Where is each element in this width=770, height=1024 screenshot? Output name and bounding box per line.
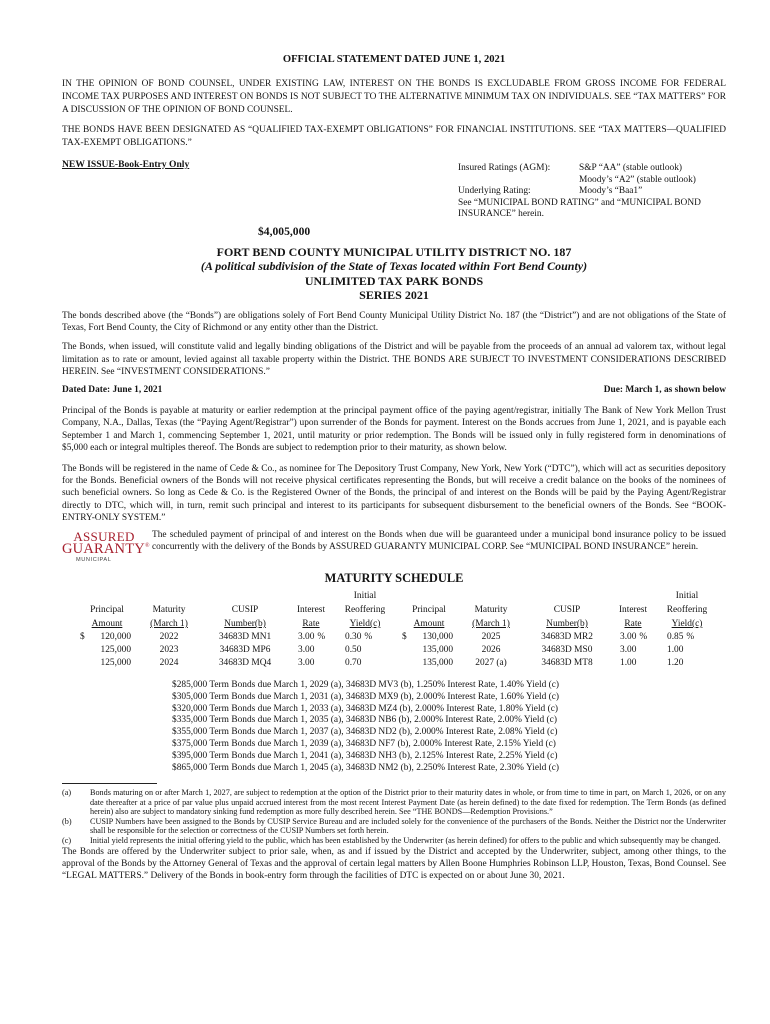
principal-payment-paragraph: Principal of the Bonds is payable at maturity or earlier redemption at the principal payment office of the paying agent/registrar, initially The Bank of New York Mellon Trust Company, N.A., Dallas, Texas (the “Paying Agent/Registrar”) upon surrender of the Bonds for payment. Interest on the Bonds accrues from June 1, 2021, and is payable each September 1 and March 1, commencing September 1, 2021, until maturity or prior redemption. The Bonds will be issued only in fully registered form in denominations of $5,000 each or integral multiples thereof. The Bonds are subject to redemption prior to their maturity, as shown below. <box>62 406 726 453</box>
table-header-cell: (March 1) <box>150 619 188 629</box>
yield-cell: 0.30 % <box>345 632 373 642</box>
issuer-subtitle: (A political subdivision of the State of Texas located within Fort Bend County) <box>200 259 588 274</box>
principal-amount-cell: 135,000 <box>422 644 453 655</box>
maturity-cell: 2026 <box>481 644 501 655</box>
table-header-cell <box>202 589 288 603</box>
maturity-cell: 2023 <box>159 644 179 655</box>
footnotes <box>62 788 726 846</box>
footnote <box>62 817 726 836</box>
yield-cell: 1.20 <box>667 657 684 668</box>
interest-rate-cell: 3.00 <box>298 657 315 668</box>
table-header-cell: Principal <box>412 605 446 615</box>
bonds-validity-paragraph: The Bonds, when issued, will constitute valid and legally binding obligations of the District and will be payable from the proceeds of an annual ad valorem tax, without legal limitation as to rate or amount, levied against all taxable property within the District. THE BONDS ARE SUBJECT TO INVESTMENT CONSIDERATIONS DESCRIBED HEREIN. See “INVESTMENT CONSIDERATIONS.” <box>62 342 726 377</box>
maturity-cell: 2022 <box>159 632 179 642</box>
table-header-cell: Interest <box>296 605 326 615</box>
table-header-cell: Number(b) <box>546 619 588 629</box>
table-header-row <box>78 603 726 617</box>
table-header-cell <box>288 589 334 603</box>
table-header-cell: Maturity <box>152 605 186 615</box>
dates-row <box>62 384 726 396</box>
footnote <box>62 788 726 817</box>
rating-value: S&P “AA” (stable outlook) <box>579 162 683 173</box>
table-row <box>78 631 726 644</box>
footnote-marker: (a) <box>62 787 72 797</box>
intro-section <box>62 78 726 150</box>
payment-section <box>62 405 726 524</box>
issuer-name: FORT BEND COUNTY MUNICIPAL UTILITY DISTRICT NO. 187 <box>216 244 572 259</box>
table-header-cell: Amount <box>413 619 445 629</box>
table-header-row <box>78 589 726 603</box>
table-header-cell: Yield(c) <box>349 619 381 629</box>
rating-label: Insured Ratings (AGM): <box>458 162 551 173</box>
table-header-cell <box>136 589 202 603</box>
cusip-cell: 34683D MS0 <box>541 644 593 655</box>
table-header-cell <box>400 589 458 603</box>
interest-rate-cell: 3.00 % <box>620 632 648 642</box>
term-bond-line: $305,000 Term Bonds due March 1, 2031 (a), 34683D MX9 (b), 2.000% Interest Rate, 1.60% Yield (c) <box>172 691 560 702</box>
dated-date: Dated Date: June 1, 2021 <box>62 384 163 395</box>
table-header-cell <box>524 589 610 603</box>
table-header-cell: (March 1) <box>472 619 510 629</box>
yield-cell: 0.85 % <box>667 632 695 642</box>
logo-word-guaranty: GUARANTY® <box>62 541 150 557</box>
table-header-cell: Reoffering <box>666 605 708 615</box>
insurance-paragraph: The scheduled payment of principal of and interest on the Bonds when due will be guaranteed under a municipal bond insurance policy to be issued concurrently with the delivery of the Bonds by ASSURED GUARANTY MUNICIPAL CORP. See “MUNICIPAL BOND INSURANCE” herein. <box>152 530 726 553</box>
footnote-divider <box>62 783 157 784</box>
cusip-cell: 34683D MR2 <box>541 632 593 642</box>
bond-series: SERIES 2021 <box>359 288 429 303</box>
registration-paragraph: The Bonds will be registered in the name of Cede & Co., as nominee for The Depository Trust Company, New York, New York (“DTC”), which will act as securities depository for the Bonds. Beneficial owners of the Bonds will not receive physical certificates representing the Bonds, but will receive a credit balance on the books of the nominees of such beneficial owners. So long as Cede & Co. is the Registered Owner of the Bonds, the principal of and interest on the Bonds will be paid by the Paying Agent/Registrar directly to DTC, which will, in turn, remit such principal and interest to its participants for subsequent disbursement to the beneficial owners of the Bonds. See “BOOK-ENTRY-ONLY SYSTEM.” <box>62 463 726 523</box>
principal-amount-cell: 135,000 <box>422 657 453 668</box>
maturity-cell: 2027 (a) <box>475 657 507 668</box>
bond-type: UNLIMITED TAX PARK BONDS <box>304 273 484 288</box>
cusip-cell: 34683D MQ4 <box>218 657 272 668</box>
table-header-cell: Yield(c) <box>671 619 703 629</box>
table-header-cell: Initial <box>675 591 699 601</box>
bonds-description-section <box>62 310 726 378</box>
footnote-text: Initial yield represents the initial offering yield to the public, which has been established by the Underwriter (as herein defined) for offers to the public and which subsequently may be changed. <box>90 835 721 845</box>
ratings-note: See “MUNICIPAL BOND RATING” and “MUNICIPAL BOND INSURANCE” herein. <box>458 197 701 220</box>
yield-cell: 0.70 <box>345 657 362 668</box>
ratings-grid <box>458 163 726 198</box>
table-header-cell: Reoffering <box>344 605 386 615</box>
table-header-cell: Amount <box>91 619 123 629</box>
bonds-obligation-paragraph: The bonds described above (the “Bonds”) are obligations solely of Fort Bend County Municipal Utility District No. 187 (the “District”) and are not obligations of the State of Texas, Fort Bend County, the City of Richmond or any entity other than the District. <box>62 310 726 334</box>
maturity-cell: 2025 <box>481 632 501 642</box>
maturity-table <box>78 589 726 670</box>
interest-rate-cell: 3.00 % <box>298 632 326 642</box>
maturity-cell: 2024 <box>159 657 179 668</box>
qualified-obligations-paragraph: THE BONDS HAVE BEEN DESIGNATED AS “QUALIFIED TAX-EXEMPT OBLIGATIONS” FOR FINANCIAL INSTITUTIONS. SEE “TAX MATTERS—QUALIFIED TAX-EXEMPT OBLIGATIONS.” <box>62 125 726 149</box>
rating-label: Underlying Rating: <box>458 186 531 197</box>
table-header-cell: Rate <box>302 619 320 629</box>
table-row <box>78 657 726 670</box>
footnote-marker: (c) <box>62 835 72 845</box>
table-header-cell: Principal <box>90 605 124 615</box>
term-bond-line: $375,000 Term Bonds due March 1, 2039 (a), 34683D NF7 (b), 2.000% Interest Rate, 2.15% Yield (c) <box>172 739 556 750</box>
logo-word-municipal: MUNICIPAL <box>76 557 112 563</box>
cusip-cell: 34683D MT8 <box>541 657 593 668</box>
term-bond-line: $285,000 Term Bonds due March 1, 2029 (a), 34683D MV3 (b), 1.250% Interest Rate, 1.40% Yield (c) <box>172 679 560 690</box>
cusip-cell: 34683D MP6 <box>219 644 271 655</box>
issue-row <box>62 159 726 221</box>
table-row <box>78 644 726 657</box>
footnote-marker: (b) <box>62 816 72 826</box>
term-bond-line: $320,000 Term Bonds due March 1, 2033 (a), 34683D MZ4 (b), 2.000% Interest Rate, 1.80% Yield (c) <box>172 703 558 714</box>
document-title: OFFICIAL STATEMENT DATED JUNE 1, 2021 <box>282 54 506 65</box>
due-date: Due: March 1, as shown below <box>603 384 726 395</box>
new-issue-label: NEW ISSUE-Book-Entry Only <box>62 158 190 170</box>
term-bonds-list <box>172 680 726 775</box>
table-header-cell: Interest <box>618 605 648 615</box>
term-bond-line: $865,000 Term Bonds due March 1, 2045 (a), 34683D NM2 (b), 2.250% Interest Rate, 2.30% Yield (c) <box>172 763 560 774</box>
table-header-cell: Rate <box>624 619 642 629</box>
cusip-cell: 34683D MN1 <box>218 632 272 642</box>
maturity-schedule-title: MATURITY SCHEDULE <box>324 571 464 585</box>
rating-value: Moody’s “Baa1” <box>579 186 643 197</box>
principal-amount-cell: 125,000 <box>100 657 131 668</box>
footnote <box>62 836 726 846</box>
yield-cell: 1.00 <box>667 644 684 655</box>
interest-rate-cell: 3.00 <box>298 644 315 655</box>
tax-opinion-paragraph: IN THE OPINION OF BOND COUNSEL, UNDER EXISTING LAW, INTEREST ON THE BONDS IS EXCLUDABLE FROM GROSS INCOME FOR FEDERAL INCOME TAX PURPOSES AND INTEREST ON BONDS IS NOT SUBJECT TO THE ALTERNATIVE MINIMUM TAX ON INDIVIDUALS. SEE “TAX MATTERS” FOR A DISCUSSION OF THE OPINION OF BOND COUNSEL. <box>62 79 726 115</box>
yield-cell: 0.50 <box>345 644 362 655</box>
assured-guaranty-logo <box>62 529 150 564</box>
logo-word-assured: ASSURED <box>73 529 135 544</box>
table-header-cell: Initial <box>353 591 377 601</box>
principal-amount-cell: 125,000 <box>100 644 131 655</box>
principal-amount-cell: $ 120,000 <box>80 632 131 642</box>
ratings-block <box>458 163 726 221</box>
table-header-cell <box>610 589 656 603</box>
table-header-cell: Number(b) <box>224 619 266 629</box>
table-header-cell: CUSIP <box>231 605 259 615</box>
table-header-cell: CUSIP <box>553 605 581 615</box>
interest-rate-cell: 1.00 <box>620 657 637 668</box>
term-bond-line: $355,000 Term Bonds due March 1, 2037 (a), 34683D ND2 (b), 2.000% Interest Rate, 2.08% Yield (c) <box>172 727 558 738</box>
interest-rate-cell: 3.00 <box>620 644 637 655</box>
table-header-cell: Maturity <box>474 605 508 615</box>
table-header-cell <box>78 589 136 603</box>
table-header-row <box>78 617 726 631</box>
term-bond-line: $335,000 Term Bonds due March 1, 2035 (a), 34683D NB6 (b), 2.000% Interest Rate, 2.00% Yield (c) <box>172 715 557 726</box>
term-bond-line: $395,000 Term Bonds due March 1, 2041 (a), 34683D NH3 (b), 2.125% Interest Rate, 2.25% Yield (c) <box>172 751 558 762</box>
insurance-row <box>62 529 726 564</box>
offering-paragraph: The Bonds are offered by the Underwriter subject to prior sale, when, as and if issued by the District and accepted by the Underwriter, subject, among other things, to the approval of the Bonds by the Attorney General of Texas and the approval of certain legal matters by Allen Boone Humphries Robinson LLP, Houston, Texas, Bond Counsel. See “LEGAL MATTERS.” Delivery of the Bonds in book-entry form through the facilities of DTC is expected on or about June 30, 2021. <box>62 846 726 881</box>
rating-value: Moody’s “A2” (stable outlook) <box>579 174 696 185</box>
principal-amount-cell: $ 130,000 <box>402 632 453 642</box>
title-block <box>62 245 726 303</box>
issue-amount: $4,005,000 <box>258 224 311 238</box>
footnote-text: Bonds maturing on or after March 1, 2027, are subject to redemption at the option of the District prior to their maturity dates in whole, or from time to time in part, on March 1, 2026, or on any date thereafter at a price of par value plus unpaid accrued interest from the most recent Interest Payment Date (as herein defined) to the date fixed for redemption. The Term Bonds (as defined herein) also are subject to mandatory sinking fund redemption as more fully described herein. See “THE BONDS—Redemption Provisions.” <box>90 787 726 817</box>
footnote-text: CUSIP Numbers have been assigned to the Bonds by CUSIP Service Bureau and are included solely for the convenience of the purchasers of the Bonds. Neither the District nor the Underwriter shall be responsible for the selection or correctness of the CUSIP Numbers set forth herein. <box>90 816 726 836</box>
table-header-cell <box>458 589 524 603</box>
rating-label <box>458 175 579 187</box>
